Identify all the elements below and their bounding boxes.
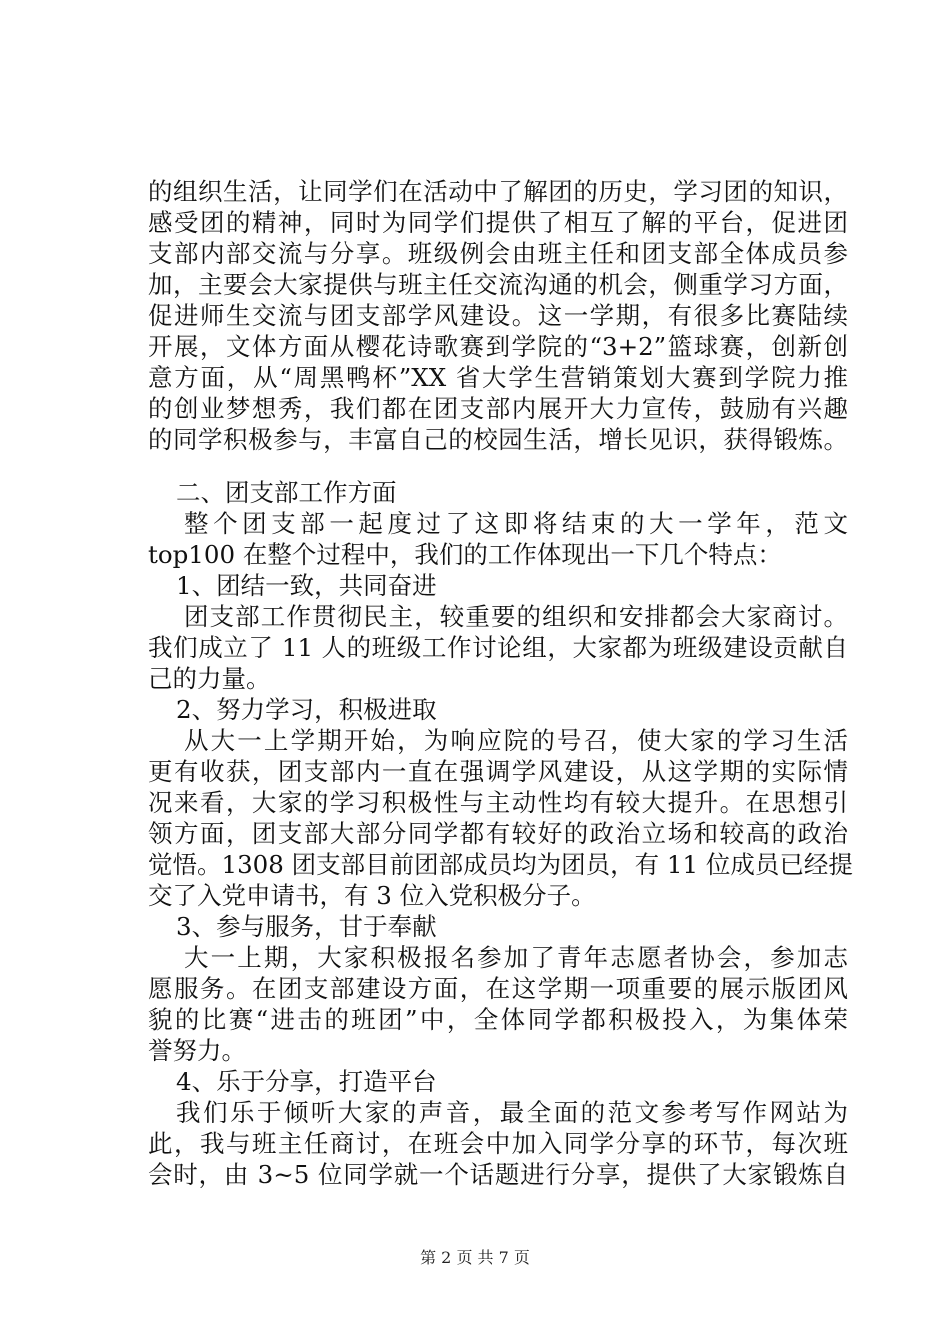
text-line: 誉努力。 — [148, 1036, 246, 1065]
text-line: 的创业梦想秀，我们都在团支部内展开大力宣传，鼓励有兴趣 — [148, 394, 848, 423]
item-heading-2: 2、努力学习，积极进取 — [176, 695, 437, 724]
text-line: 感受团的精神，同时为同学们提供了相互了解的平台，促进团 — [148, 208, 848, 237]
text-line: 从大一上学期开始，为响应院的号召，使大家的学习生活 — [184, 726, 848, 755]
text-line: 貌的比赛“进击的班团”中，全体同学都积极投入，为集体荣 — [148, 1005, 848, 1034]
text-line: 领方面，团支部大部分同学都有较好的政治立场和较高的政治 — [148, 819, 848, 848]
page-number-footer: 第 2 页 共 7 页 — [420, 1248, 530, 1267]
text-line: 我们乐于倾听大家的声音，最全面的范文参考写作网站为 — [176, 1098, 848, 1127]
text-line: 此，我与班主任商讨，在班会中加入同学分享的环节，每次班 — [148, 1129, 848, 1158]
text-line: 加，主要会大家提供与班主任交流沟通的机会，侧重学习方面， — [148, 270, 848, 299]
text-line: 意方面，从“周黑鸭杯”XX 省大学生营销策划大赛到学院力推 — [148, 363, 848, 392]
text-line: 的同学积极参与，丰富自己的校园生活，增长见识，获得锻炼。 — [148, 425, 848, 454]
text-line: top100 在整个过程中，我们的工作体现出一下几个特点： — [148, 540, 782, 569]
text-line: 整个团支部一起度过了这即将结束的大一学年，范文 — [184, 509, 848, 538]
document-body — [148, 176, 853, 1190]
paragraph-intro — [148, 508, 848, 570]
text-line: 己的力量。 — [148, 664, 271, 693]
text-line: 交了入党申请书，有 3 位入党积极分子。 — [148, 881, 596, 910]
section-heading: 二、团支部工作方面 — [176, 478, 397, 507]
paragraph-gap — [148, 455, 848, 477]
text-line: 更有收获，团支部内一直在强调学风建设，从这学期的实际情 — [148, 757, 848, 786]
item-heading-3: 3、参与服务，甘于奉献 — [176, 912, 437, 941]
text-line: 开展，文体方面从樱花诗歌赛到学院的“3+2”篮球赛，创新创 — [148, 332, 848, 361]
paragraph-item-1 — [148, 601, 848, 694]
text-line: 会时，由 3~5 位同学就一个话题进行分享，提供了大家锻炼自 — [148, 1160, 848, 1189]
text-line: 团支部工作贯彻民主，较重要的组织和安排都会大家商讨。 — [184, 602, 848, 631]
item-heading-4: 4、乐于分享，打造平台 — [176, 1067, 437, 1096]
text-line: 促进师生交流与团支部学风建设。这一学期，有很多比赛陆续 — [148, 301, 848, 330]
paragraph-organization-life — [148, 176, 848, 455]
paragraph-item-4 — [148, 1097, 848, 1190]
paragraph-item-3 — [148, 942, 848, 1066]
text-line: 大一上期，大家积极报名参加了青年志愿者协会，参加志 — [184, 943, 848, 972]
paragraph-item-2 — [148, 725, 853, 911]
text-line: 的组织生活，让同学们在活动中了解团的历史，学习团的知识， — [148, 177, 848, 206]
text-line: 愿服务。在团支部建设方面，在这学期一项重要的展示版团风 — [148, 974, 848, 1003]
text-line: 支部内部交流与分享。班级例会由班主任和团支部全体成员参 — [148, 239, 848, 268]
text-line: 我们成立了 11 人的班级工作讨论组，大家都为班级建设贡献自 — [148, 633, 848, 662]
item-heading-1: 1、团结一致，共同奋进 — [176, 571, 437, 600]
text-line: 况来看，大家的学习积极性与主动性均有较大提升。在思想引 — [148, 788, 848, 817]
text-line: 觉悟。1308 团支部目前团部成员均为团员，有 11 位成员已经提 — [148, 850, 853, 879]
